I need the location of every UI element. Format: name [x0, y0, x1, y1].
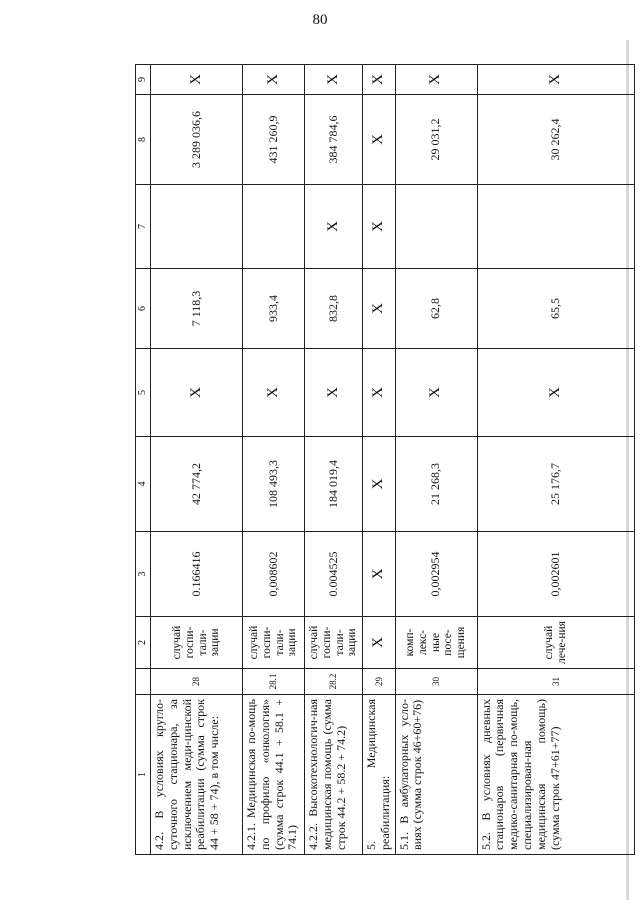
- row-line-number: 31: [477, 669, 634, 695]
- row-col-9: X: [477, 65, 634, 95]
- header-col-8: 8: [136, 95, 151, 185]
- row-col-9: X: [395, 65, 477, 95]
- row-col-5: X: [305, 349, 363, 437]
- header-col-9: 9: [136, 65, 151, 95]
- rotated-table-container: [135, 65, 635, 855]
- row-line-number: 28.2: [305, 669, 363, 695]
- row-norm-cost: 42 774,2: [151, 437, 243, 532]
- row-col-6: 832,8: [305, 269, 363, 349]
- row-col-7: X: [363, 185, 396, 269]
- row-unit: случай госпи-тали-зации: [151, 617, 243, 669]
- row-col-7: [151, 185, 243, 269]
- row-line-number: 28.1: [243, 669, 305, 695]
- row-norm-volume: 0,002954: [395, 532, 477, 617]
- header-col-6: 6: [136, 269, 151, 349]
- row-unit: случай лече-ния: [477, 617, 634, 669]
- row-norm-volume: X: [363, 532, 396, 617]
- row-norm-cost: 21 268,3: [395, 437, 477, 532]
- row-col-8: 431 260,9: [243, 95, 305, 185]
- row-col-5: X: [243, 349, 305, 437]
- row-description: 4.2.2. Высокотехнологич-ная медицинская помощь (сумма строк 44.2 + 58.2 + 74.2): [305, 695, 363, 855]
- row-col-7: [395, 185, 477, 269]
- row-description: 4.2.1. Медицинская по-мощь по профилю «онкология» (сумма строк 44.1 + 58.1 + 74.1): [243, 695, 305, 855]
- row-unit: X: [363, 617, 396, 669]
- header-col-3: 3: [136, 532, 151, 617]
- header-col-4: 4: [136, 437, 151, 532]
- row-col-5: X: [477, 349, 634, 437]
- row-norm-cost: 108 493,3: [243, 437, 305, 532]
- row-line-number: 28: [151, 669, 243, 695]
- row-col-9: X: [243, 65, 305, 95]
- row-col-5: X: [395, 349, 477, 437]
- row-description: 4.2. В условиях кругло-суточного стационара, за исключением меди-цинской реабилитации (сумма строк 44 + 58 + 74), в том числе:: [151, 695, 243, 855]
- header-col-7: 7: [136, 185, 151, 269]
- row-norm-cost: 184 019,4: [305, 437, 363, 532]
- row-col-7: [477, 185, 634, 269]
- row-col-8: 30 262,4: [477, 95, 634, 185]
- row-line-number: 29: [363, 669, 396, 695]
- row-unit: случай госпи-тали-зации: [305, 617, 363, 669]
- row-col-9: X: [151, 65, 243, 95]
- row-col-7: X: [305, 185, 363, 269]
- row-col-8: 3 289 036,6: [151, 95, 243, 185]
- table-row: [305, 65, 363, 855]
- financing-table: [135, 64, 635, 855]
- header-col-5: 5: [136, 349, 151, 437]
- row-description: 5.2. В условиях дневных стационаров (первичная медико-санитарная по-мощь, специализирован-ная медицинская помощь) (сумма строк 47+61+77): [477, 695, 634, 855]
- row-description: 5.1. В амбулаторных усло-виях (сумма строк 46+60+76): [395, 695, 477, 855]
- row-col-9: X: [305, 65, 363, 95]
- row-norm-volume: 0.166416: [151, 532, 243, 617]
- column-number-row: [136, 65, 151, 855]
- page-number: 80: [312, 12, 328, 28]
- row-col-9: X: [363, 65, 396, 95]
- row-col-6: 62,8: [395, 269, 477, 349]
- header-col-1: 1: [136, 695, 151, 855]
- header-col-2: 2: [136, 617, 151, 669]
- table-row: [363, 65, 396, 855]
- row-unit: случай госпи-тали-зации: [243, 617, 305, 669]
- row-norm-cost: 25 176,7: [477, 437, 634, 532]
- row-col-6: 7 118,3: [151, 269, 243, 349]
- row-col-8: 29 031,2: [395, 95, 477, 185]
- table-row: [151, 65, 243, 855]
- row-col-6: 933,4: [243, 269, 305, 349]
- row-col-5: X: [151, 349, 243, 437]
- row-col-7: [243, 185, 305, 269]
- row-norm-cost: X: [363, 437, 396, 532]
- row-col-6: 65,5: [477, 269, 634, 349]
- table-row: [243, 65, 305, 855]
- table-row: [477, 65, 634, 855]
- header-col-line: [136, 669, 151, 695]
- row-norm-volume: 0,008602: [243, 532, 305, 617]
- row-norm-volume: 0,002601: [477, 532, 634, 617]
- table-row: [395, 65, 477, 855]
- row-col-8: 384 784,6: [305, 95, 363, 185]
- row-unit: комп-лекс-ные посе-щения: [395, 617, 477, 669]
- row-description: 5. Медицинская реабилитация:: [363, 695, 396, 855]
- row-col-5: X: [363, 349, 396, 437]
- row-col-6: X: [363, 269, 396, 349]
- row-norm-volume: 0.004525: [305, 532, 363, 617]
- row-col-8: X: [363, 95, 396, 185]
- row-line-number: 30: [395, 669, 477, 695]
